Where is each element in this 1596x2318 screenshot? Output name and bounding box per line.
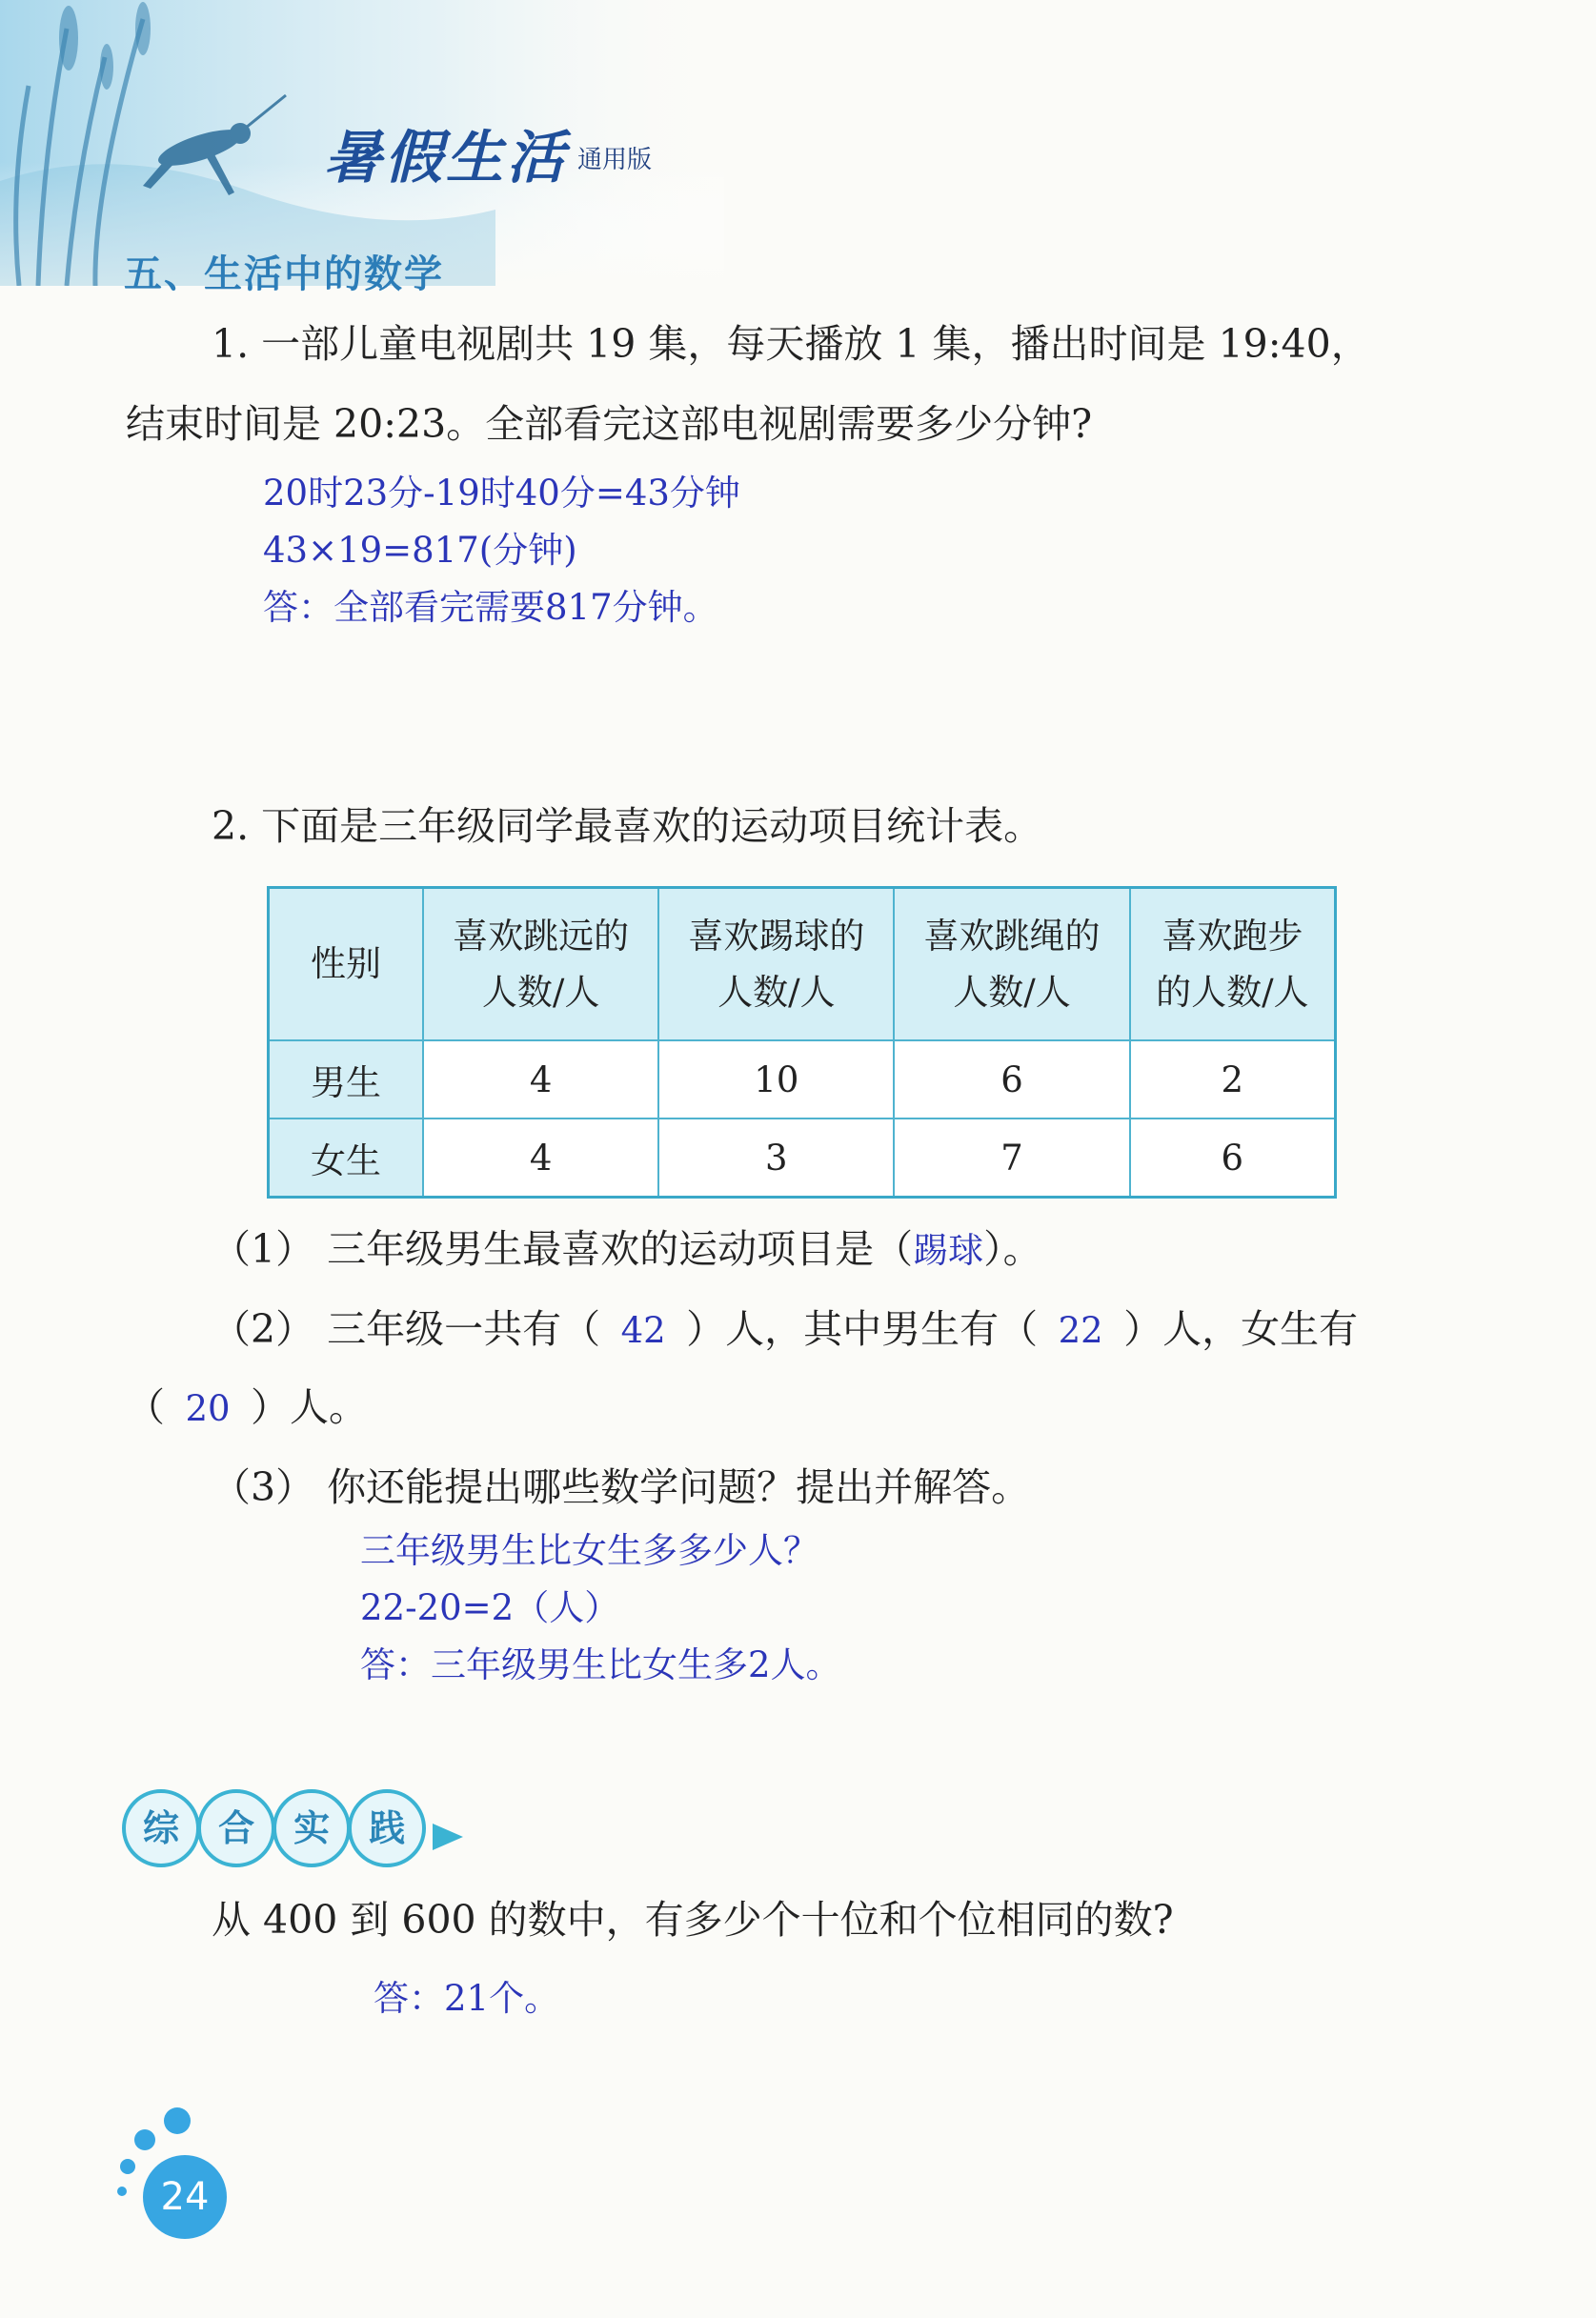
book-brand-logo bbox=[324, 112, 652, 194]
row-label-girls: 女生 bbox=[269, 1119, 424, 1198]
q1-answer-line1: 20时23分-19时40分=43分钟 bbox=[263, 473, 740, 514]
section-title: 五、生活中的数学 bbox=[124, 252, 444, 296]
q2-sub1-answer: 踢球 bbox=[913, 1230, 984, 1271]
q1-line2: 结束时间是 20:23。全部看完这部电视剧需要多少分钟? bbox=[126, 401, 1093, 447]
practice-char: 综 bbox=[122, 1789, 200, 1867]
q2-sub3-answer-line1: 三年级男生比女生多多少人？ bbox=[360, 1530, 818, 1571]
table-cell: 6 bbox=[1130, 1119, 1336, 1198]
table-row bbox=[269, 1040, 1336, 1119]
brand-edition: 通用版 bbox=[577, 146, 653, 174]
table-row bbox=[269, 1119, 1336, 1198]
table-cell: 2 bbox=[1130, 1040, 1336, 1119]
table-cell: 10 bbox=[658, 1040, 894, 1119]
sports-stats-table bbox=[267, 886, 1337, 1199]
table-cell: 7 bbox=[894, 1119, 1129, 1198]
table-header-long-jump: 喜欢跳远的 人数/人 bbox=[423, 888, 658, 1041]
q1-line1: 1. 一部儿童电视剧共 19 集，每天播放 1 集，播出时间是 19:40， bbox=[212, 321, 1370, 367]
q2-sub2-line1: （2） 三年级一共有（ 42 ）人，其中男生有（ 22 ）人，女生有 bbox=[212, 1306, 1359, 1352]
table-cell: 6 bbox=[894, 1040, 1129, 1119]
q2-sub3: （3） 你还能提出哪些数学问题？提出并解答。 bbox=[212, 1464, 1031, 1510]
table-cell: 4 bbox=[423, 1119, 658, 1198]
table-header-running: 喜欢跑步 的人数/人 bbox=[1130, 888, 1336, 1041]
q2-sub2-answer-total: 42 bbox=[620, 1310, 666, 1351]
practice-char: 践 bbox=[348, 1789, 426, 1867]
row-label-boys: 男生 bbox=[269, 1040, 424, 1119]
page-number: 24 bbox=[143, 2155, 227, 2239]
q2-sub2-line2: （ 20 ）人。 bbox=[126, 1384, 368, 1430]
practice-char: 实 bbox=[273, 1789, 351, 1867]
table-header-football: 喜欢踢球的 人数/人 bbox=[658, 888, 894, 1041]
practice-answer: 答：21个。 bbox=[374, 1978, 560, 2019]
q2-title: 2. 下面是三年级同学最喜欢的运动项目统计表。 bbox=[212, 803, 1043, 849]
q2-sub1: （1） 三年级男生最喜欢的运动项目是（踢球）。 bbox=[212, 1226, 1042, 1272]
table-cell: 4 bbox=[423, 1040, 658, 1119]
banner-arrow-icon bbox=[429, 1818, 467, 1856]
q2-sub2-answer-boys: 22 bbox=[1058, 1310, 1103, 1351]
q2-sub2-answer-girls: 20 bbox=[185, 1388, 231, 1429]
table-cell: 3 bbox=[658, 1119, 894, 1198]
table-header-rope-skipping: 喜欢跳绳的 人数/人 bbox=[894, 888, 1129, 1041]
table-header-gender: 性别 bbox=[269, 888, 424, 1041]
practice-banner bbox=[122, 1789, 467, 1867]
practice-char: 合 bbox=[197, 1789, 275, 1867]
q1-answer-line3: 答：全部看完需要817分钟。 bbox=[263, 587, 718, 628]
q2-sub3-answer-line2: 22-20=2（人） bbox=[360, 1587, 620, 1628]
q2-sub3-answer-line3: 答：三年级男生比女生多2人。 bbox=[360, 1644, 841, 1685]
practice-question: 从 400 到 600 的数中，有多少个十位和个位相同的数? bbox=[212, 1897, 1174, 1943]
table-header-row bbox=[269, 888, 1336, 1041]
q1-answer-line2: 43×19=817(分钟) bbox=[263, 530, 577, 571]
brand-title: 暑假生活 bbox=[324, 125, 568, 191]
